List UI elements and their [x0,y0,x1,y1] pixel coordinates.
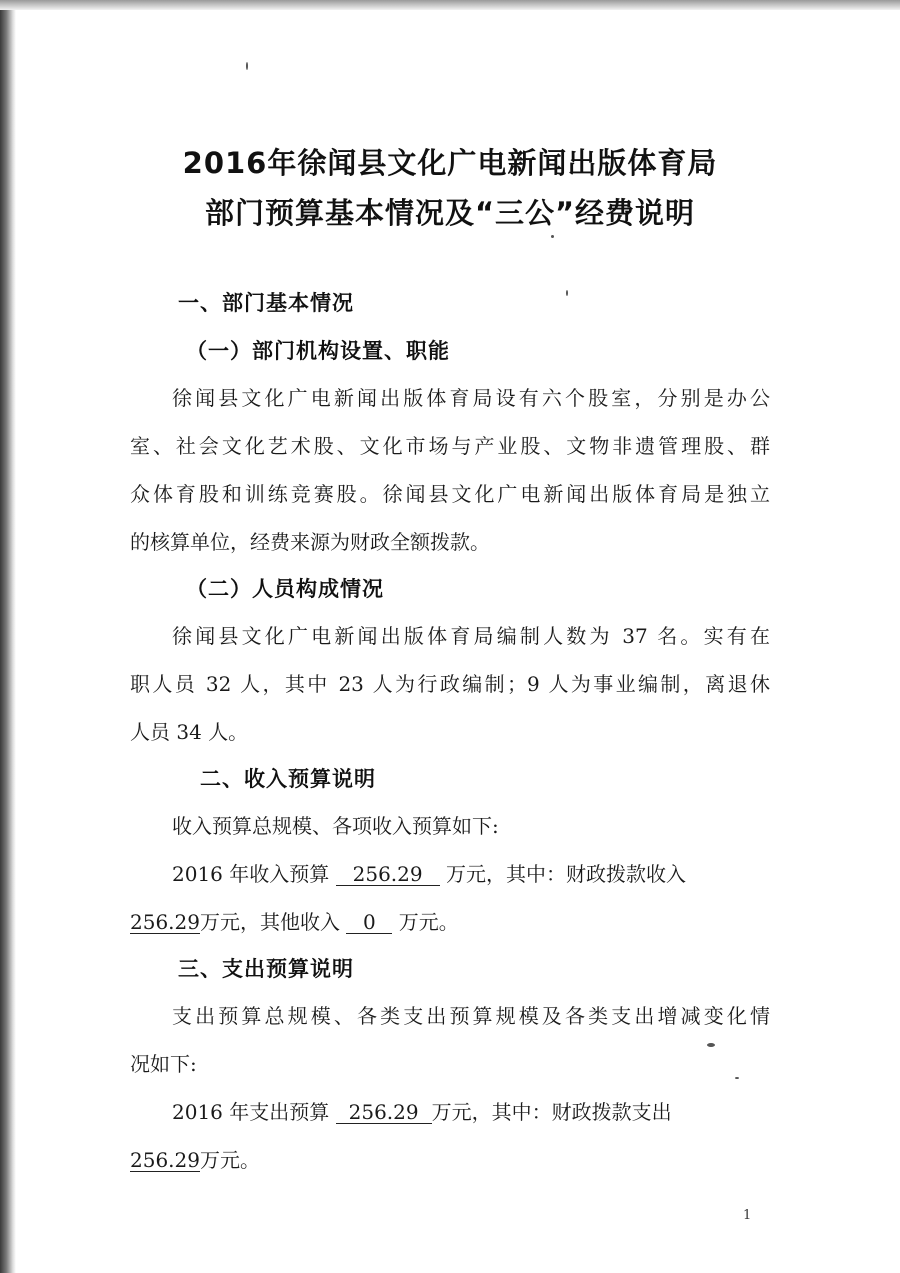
income-budget-line [172,858,770,887]
paragraph-line: 的核算单位，经费来源为财政全额拨款。 [130,530,490,554]
scan-speck [707,1043,715,1047]
expense-budget-line [172,1096,770,1125]
income-budget-line-2 [130,906,770,935]
document-title-line1: 2016年徐闻县文化广电新闻出版体育局 [182,146,718,180]
income-fiscal-value: 256.29 [130,910,200,934]
income-other-suffix: 万元。 [398,910,459,934]
income-total-value: 256.29 [336,863,440,886]
paragraph-line: 徐闻县文化广电新闻出版体育局设有六个股室，分别是办公 [172,386,770,410]
income-prefix: 2016 年收入预算 [172,862,330,886]
expense-total-value: 256.29 [336,1101,432,1124]
section3-heading: 三、支出预算说明 [178,957,354,981]
section1-heading: 一、部门基本情况 [178,291,354,315]
scan-shadow-top [0,0,900,10]
section1-sub2-heading: （二）人员构成情况 [186,577,384,601]
paragraph-line: 况如下: [130,1052,197,1076]
scan-speck [551,235,554,238]
expense-middle: 万元，其中：财政拨款支出 [431,1100,672,1124]
income-middle: 万元，其中：财政拨款收入 [445,862,686,886]
expense-budget-line-2 [130,1144,770,1173]
scan-speck [246,62,248,70]
expense-fiscal-value: 256.29 [130,1148,200,1172]
section2-heading: 二、收入预算说明 [200,767,376,791]
paragraph-line: 徐闻县文化广电新闻出版体育局编制人数为 37 名。实有在 [172,624,770,648]
scan-speck [566,290,568,296]
paragraph-line: 室、社会文化艺术股、文化市场与产业股、文物非遗管理股、群 [130,434,770,458]
scan-speck [735,1077,739,1079]
paragraph-line: 支出预算总规模、各类支出预算规模及各类支出增减变化情 [172,1004,770,1028]
expense-prefix: 2016 年支出预算 [172,1100,330,1124]
expense-fiscal-suffix: 万元。 [199,1148,260,1172]
document-title-line2: 部门预算基本情况及“三公”经费说明 [204,196,696,230]
paragraph-line: 收入预算总规模、各项收入预算如下: [172,814,499,838]
section1-sub1-heading: （一）部门机构设置、职能 [186,339,450,363]
paragraph-line: 人员 34 人。 [130,720,249,744]
page-number: 1 [743,1208,752,1223]
income-fiscal-suffix: 万元，其他收入 [199,910,340,934]
paragraph-line: 职人员 32 人，其中 23 人为行政编制；9 人为事业编制，离退休 [130,672,770,696]
income-other-value: 0 [346,911,392,934]
paragraph-line: 众体育股和训练竞赛股。徐闻县文化广电新闻出版体育局是独立 [130,482,770,506]
